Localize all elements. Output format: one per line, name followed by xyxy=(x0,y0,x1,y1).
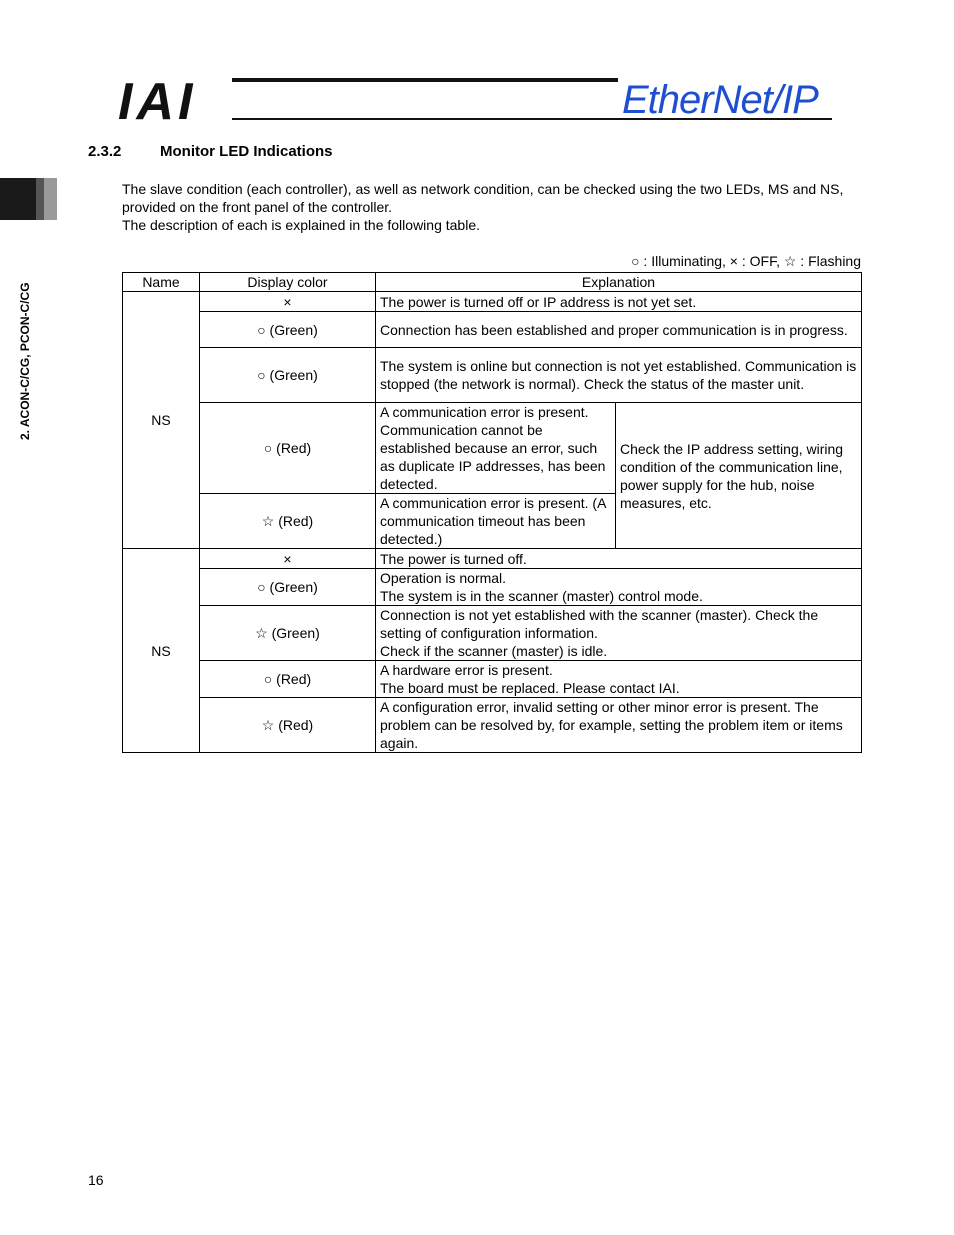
table-row xyxy=(123,661,862,698)
display-color-cell: ☆ (Red) xyxy=(200,698,376,753)
table-row xyxy=(123,312,862,348)
chapter-tab-marker-mid xyxy=(36,178,44,220)
header-rule-thick xyxy=(232,78,618,82)
display-color-cell: × xyxy=(200,292,376,312)
explanation-cell: Connection has been established and proper communication is in progress. xyxy=(376,312,862,348)
chapter-tab-marker xyxy=(0,178,36,220)
chapter-tab-marker-light xyxy=(44,178,57,220)
symbol-legend: ○ : Illuminating, × : OFF, ☆ : Flashing xyxy=(631,253,861,269)
explanation-cell: The power is turned off or IP address is not yet set. xyxy=(376,292,862,312)
table-row xyxy=(123,698,862,753)
intro-line-2: The description of each is explained in the following table. xyxy=(122,217,480,233)
display-color-cell: ○ (Green) xyxy=(200,312,376,348)
chapter-side-label xyxy=(18,232,34,440)
section-heading xyxy=(88,143,333,160)
explanation-cell: A configuration error, invalid setting or other minor error is present. The problem can be resolved by, for example, setting the problem item or items again. xyxy=(376,698,862,753)
header-display-color: Display color xyxy=(200,273,376,292)
explanation-cell: The power is turned off. xyxy=(376,549,862,569)
intro-line-1: The slave condition (each controller), as well as network condition, can be checked using the two LEDs, MS and NS, provided on the front panel of the controller. xyxy=(122,181,844,215)
led-name-cell: NS xyxy=(123,292,200,549)
explanation-cell: A communication error is present. (A communication timeout has been detected.) xyxy=(376,494,616,549)
section-number: 2.3.2 xyxy=(88,143,122,160)
explanation-cell: The system is online but connection is not yet established. Communication is stopped (the network is normal). Check the status of the master unit. xyxy=(376,348,862,403)
header-name: Name xyxy=(123,273,200,292)
section-title: Monitor LED Indications xyxy=(160,143,333,160)
display-color-cell: ○ (Green) xyxy=(200,348,376,403)
led-indication-table xyxy=(122,272,862,753)
ethernet-ip-logo: EtherNet/IP xyxy=(622,78,818,122)
led-name-cell: NS xyxy=(123,549,200,753)
table-row xyxy=(123,569,862,606)
iai-logo: IAI xyxy=(118,73,197,131)
table-row xyxy=(123,348,862,403)
explanation-cell: Operation is normal. The system is in the scanner (master) control mode. xyxy=(376,569,862,606)
table-row xyxy=(123,606,862,661)
table-row xyxy=(123,549,862,569)
header-explanation: Explanation xyxy=(376,273,862,292)
table-header-row xyxy=(123,273,862,292)
display-color-cell: ○ (Red) xyxy=(200,661,376,698)
explanation-cell: A communication error is present. Communication cannot be established because an error, such as duplicate IP addresses, has been detected. xyxy=(376,403,616,494)
display-color-cell: ○ (Green) xyxy=(200,569,376,606)
chapter-side-label-text: 2. ACON-C/CG, PCON-C/CG xyxy=(18,282,32,440)
explanation-cell: A hardware error is present. The board must be replaced. Please contact IAI. xyxy=(376,661,862,698)
display-color-cell: × xyxy=(200,549,376,569)
shared-note-cell: Check the IP address setting, wiring condition of the communication line, power supply for the hub, noise measures, etc. xyxy=(616,403,862,549)
display-color-cell: ☆ (Green) xyxy=(200,606,376,661)
page-number: 16 xyxy=(88,1172,104,1188)
display-color-cell: ○ (Red) xyxy=(200,403,376,494)
explanation-cell: Connection is not yet established with the scanner (master). Check the setting of configuration information. Check if the scanner (master) is idle. xyxy=(376,606,862,661)
intro-paragraph xyxy=(122,180,872,234)
display-color-cell: ☆ (Red) xyxy=(200,494,376,549)
table-row xyxy=(123,292,862,312)
table-row xyxy=(123,403,862,494)
